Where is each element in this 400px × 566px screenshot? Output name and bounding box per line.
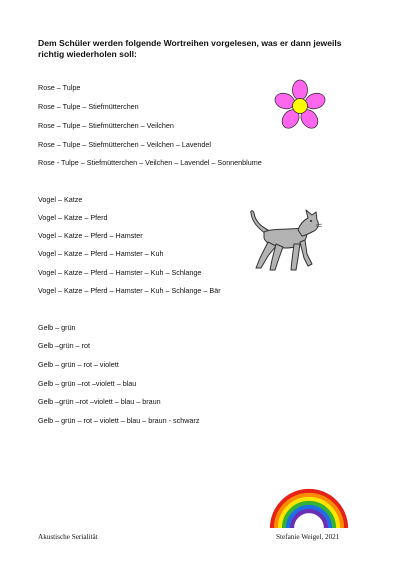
flower-icon — [272, 78, 328, 134]
word-series-line: Rose – Tulpe — [38, 83, 81, 92]
word-series-line: Vogel – Katze – Pferd – Hamster – Kuh – Schlange – Bär — [38, 286, 221, 295]
word-series-line: Gelb –grün – rot — [38, 341, 90, 350]
word-series-line: Gelb – grün – rot – violett — [38, 360, 119, 369]
word-series-line: Vogel – Katze – Pferd – Hamster – Kuh – Schlange — [38, 268, 202, 277]
word-series-line: Gelb – grün –rot –violett – blau — [38, 379, 137, 388]
word-series-line: Vogel – Katze – Pferd — [38, 213, 108, 222]
word-series-line: Gelb – grün – rot – violett – blau – braun - schwarz — [38, 416, 200, 425]
word-series-line: Gelb – grün — [38, 323, 76, 332]
word-series-line: Vogel – Katze – Pferd – Hamster – Kuh — [38, 249, 164, 258]
word-series-line: Rose - Tulpe – Stiefmütterchen – Veilchen – Lavendel – Sonnenblume — [38, 158, 262, 167]
word-series-line: Gelb –grün –rot –violett – blau – braun — [38, 397, 161, 406]
word-series-line: Vogel – Katze — [38, 195, 83, 204]
word-series-line: Rose – Tulpe – Stiefmütterchen – Veilchen – Lavendel — [38, 140, 212, 149]
footer-left: Akustische Serialität — [38, 533, 98, 541]
page-heading: Dem Schüler werden folgende Wortreihen vorgelesen, was er dann jeweils richtig wiederholen soll: — [38, 38, 342, 59]
word-series-line: Rose – Tulpe – Stiefmütterchen — [38, 102, 139, 111]
footer-right: Stefanie Weigel, 2021 — [276, 533, 340, 541]
cat-icon — [246, 208, 328, 274]
rainbow-icon — [268, 478, 350, 528]
word-series-line: Rose – Tulpe – Stiefmütterchen – Veilchen — [38, 121, 174, 130]
word-series-line: Vogel – Katze – Pferd – Hamster — [38, 231, 143, 240]
